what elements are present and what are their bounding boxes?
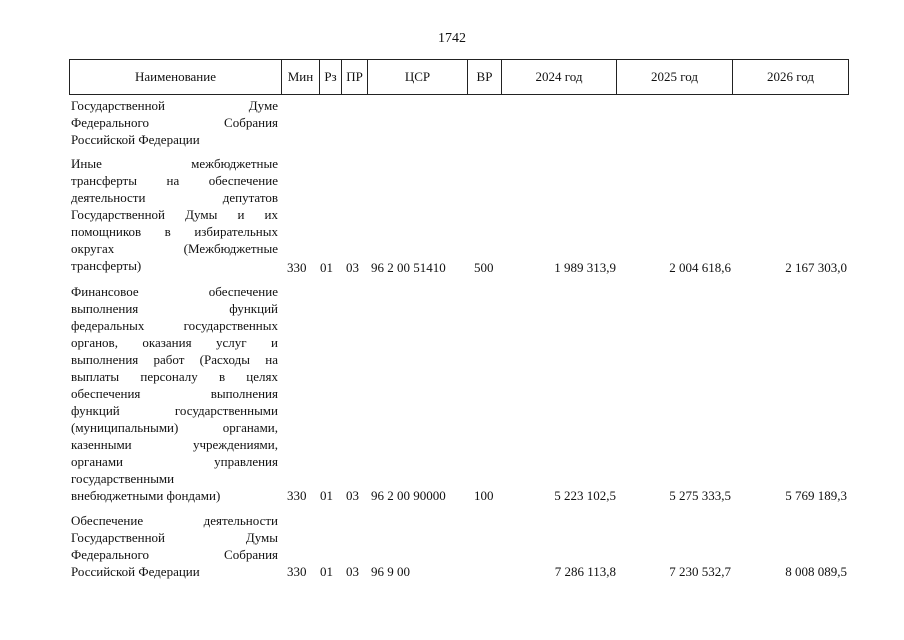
name-line: органами управления — [71, 454, 278, 469]
cell-min: 330 — [287, 488, 307, 503]
cell-2025: 5 275 333,5 — [669, 488, 731, 503]
header-2025: 2025 год — [617, 60, 733, 95]
name-line: казенными учреждениями, — [71, 437, 278, 452]
header-rz: Рз — [320, 60, 342, 95]
name-line: Федерального Собрания — [71, 547, 278, 562]
cell-2025: 7 230 532,7 — [669, 564, 731, 579]
cell-2026: 8 008 089,5 — [785, 564, 847, 579]
table-row-name — [71, 512, 278, 580]
cell-pr: 03 — [346, 260, 359, 275]
name-line: внебюджетными фондами) — [71, 488, 221, 503]
cell-2024: 7 286 113,8 — [554, 564, 616, 579]
name-line: выполнения функций — [71, 301, 278, 316]
name-line: выполнения работ (Расходы на — [71, 352, 278, 367]
cell-2024: 1 989 313,9 — [554, 260, 616, 275]
name-line: (муниципальными) органами, — [71, 420, 278, 435]
cell-pr: 03 — [346, 564, 359, 579]
name-line: трансферты на обеспечение — [71, 173, 278, 188]
cell-csr: 96 2 00 90000 — [371, 488, 446, 503]
name-line: помощников в избирательных — [71, 224, 278, 239]
name-line: обеспечения выполнения — [71, 386, 278, 401]
cell-csr: 96 2 00 51410 — [371, 260, 446, 275]
name-line: Государственной Думы — [71, 530, 278, 545]
table-header — [69, 59, 849, 95]
name-line: деятельности депутатов — [71, 190, 278, 205]
name-line: государственными — [71, 471, 175, 486]
name-line: Обеспечение деятельности — [71, 513, 278, 528]
cell-2024: 5 223 102,5 — [554, 488, 616, 503]
header-min: Мин — [282, 60, 320, 95]
name-line: функций государственными — [71, 403, 278, 418]
cell-2026: 2 167 303,0 — [785, 260, 847, 275]
header-2026: 2026 год — [733, 60, 849, 95]
cell-rz: 01 — [320, 260, 333, 275]
name-line: Федерального Собрания — [71, 115, 278, 130]
cell-vr: 500 — [474, 260, 494, 275]
cell-pr: 03 — [346, 488, 359, 503]
header-vr: ВР — [468, 60, 502, 95]
cell-min: 330 — [287, 564, 307, 579]
name-line: Иные межбюджетные — [71, 156, 278, 171]
name-line: трансферты) — [71, 258, 142, 273]
cell-min: 330 — [287, 260, 307, 275]
header-name: Наименование — [70, 60, 282, 95]
name-line: выплаты персоналу в целях — [71, 369, 278, 384]
cell-2025: 2 004 618,6 — [669, 260, 731, 275]
name-line: Государственной Думы и их — [71, 207, 278, 222]
cell-vr: 100 — [474, 488, 494, 503]
name-line: Государственной Думе — [71, 98, 278, 113]
cell-rz: 01 — [320, 564, 333, 579]
table-row-name — [71, 283, 278, 504]
name-line: органов, оказания услуг и — [71, 335, 278, 350]
name-line: округах (Межбюджетные — [71, 241, 278, 256]
table-row-name — [71, 97, 278, 148]
table-row-name — [71, 155, 278, 274]
cell-rz: 01 — [320, 488, 333, 503]
page-number: 1742 — [438, 31, 466, 46]
name-line: Российской Федерации — [71, 564, 200, 579]
cell-csr: 96 9 00 — [371, 564, 410, 579]
name-line: федеральных государственных — [71, 318, 278, 333]
header-csr: ЦСР — [368, 60, 468, 95]
header-2024: 2024 год — [502, 60, 617, 95]
name-line: Российской Федерации — [71, 132, 200, 147]
cell-2026: 5 769 189,3 — [785, 488, 847, 503]
header-pr: ПР — [342, 60, 368, 95]
name-line: Финансовое обеспечение — [71, 284, 278, 299]
